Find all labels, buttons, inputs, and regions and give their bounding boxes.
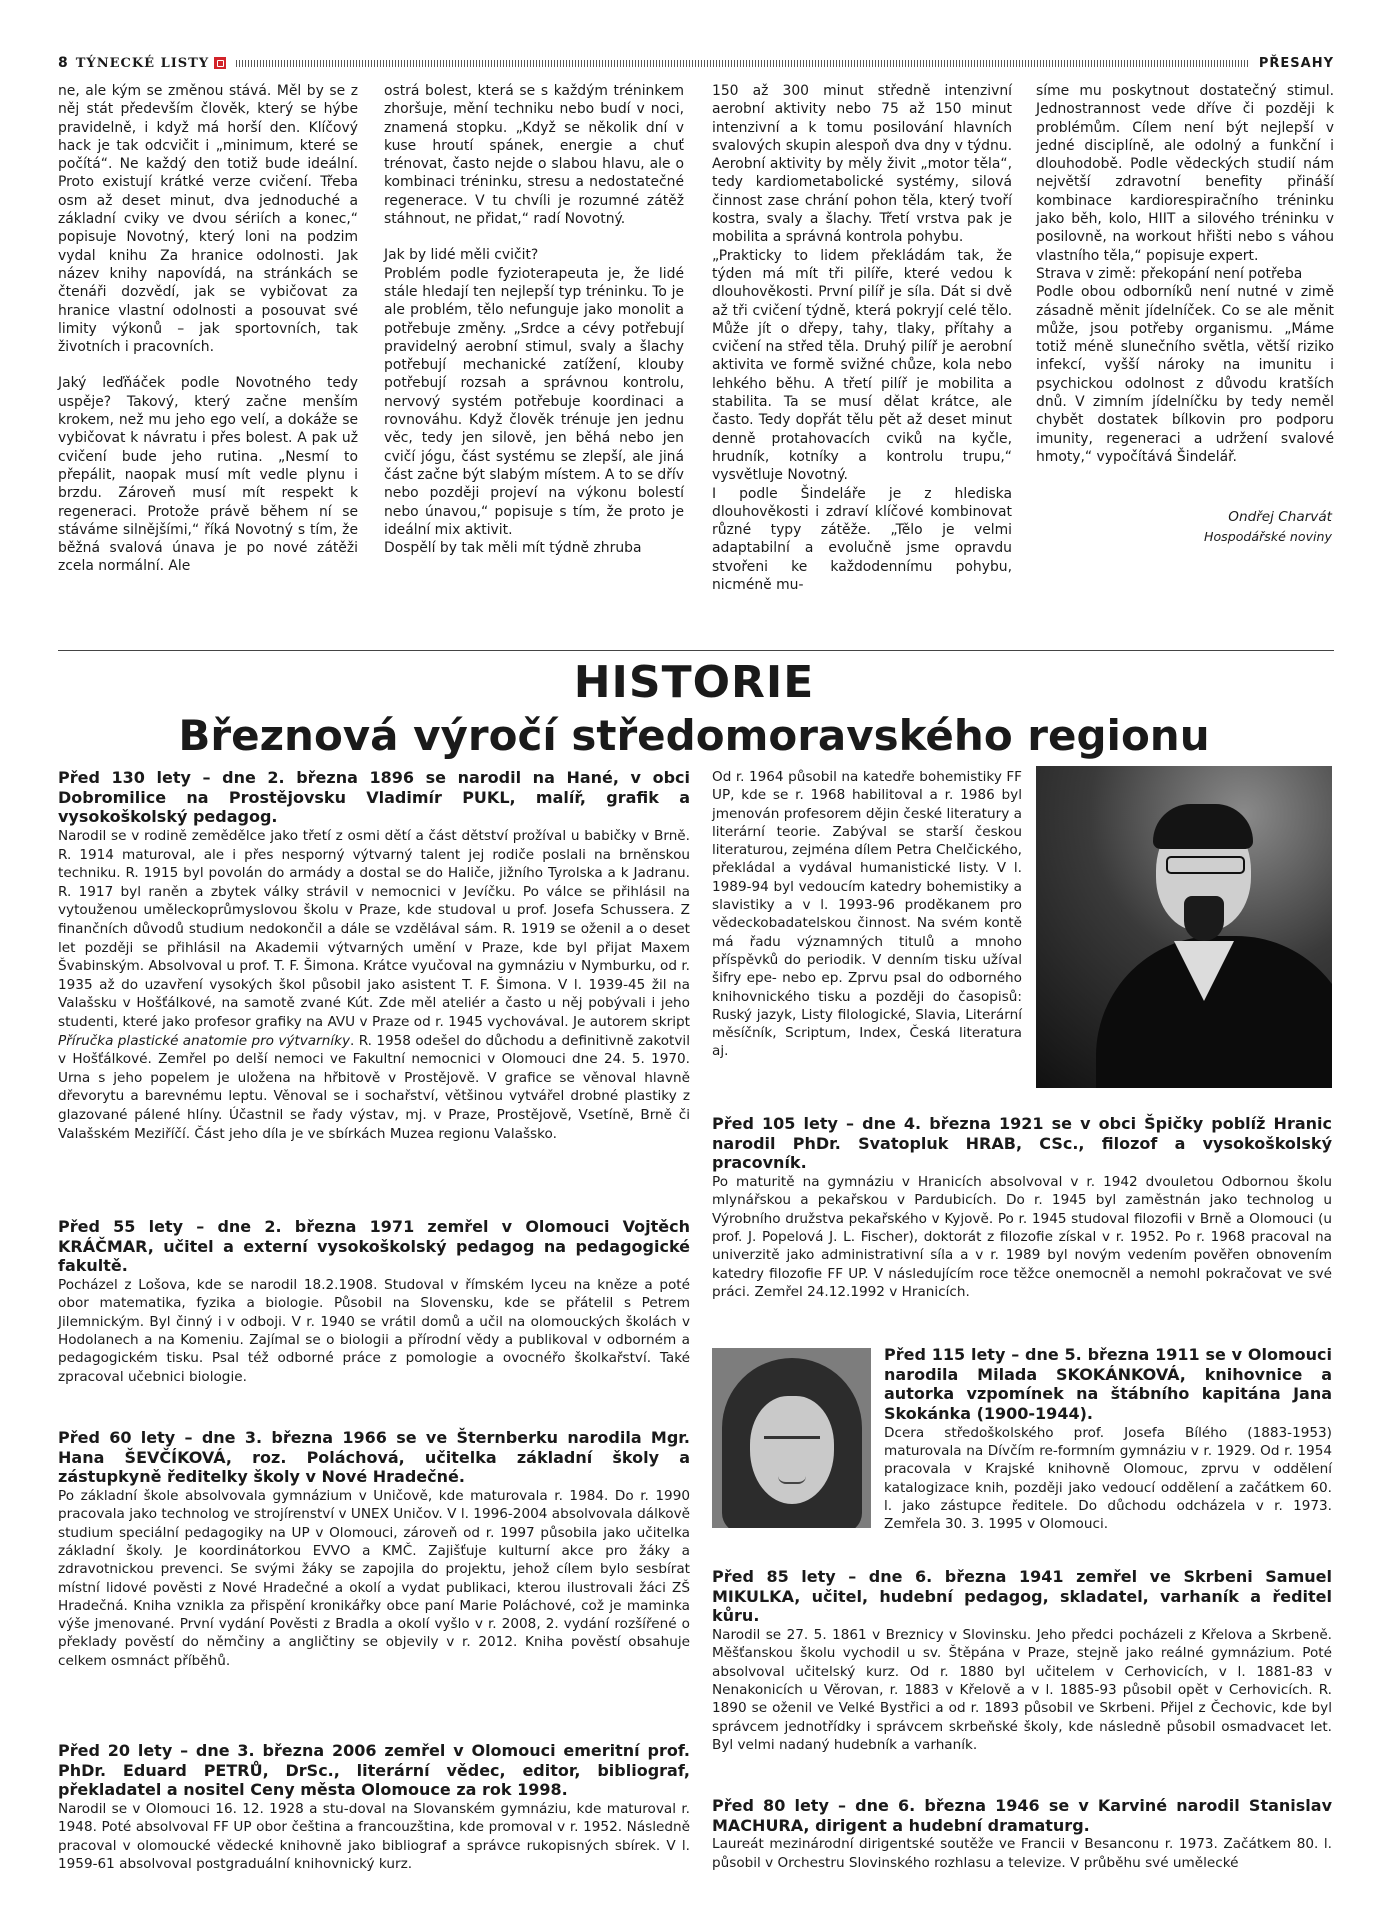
page-header [58,52,1334,74]
paragraph: Dospělí by tak měli mít týdně zhruba [384,540,642,557]
entry-heading: Před 60 lety – dne 3. března 1966 se ve Šternberku narodila Mgr. Hana ŠEVČÍKOVÁ, roz. Poláchová, učitelka základní školy a zástupkyně ředitelky školy v Nové Hradečné. [58,1428,690,1487]
author-signature [1042,508,1332,546]
portrait-photo-skokankova [712,1348,871,1528]
entry-heading: Před 80 lety – dne 6. března 1946 se v Karviné narodil Stanislav MACHURA, dirigent a hudební dramaturg. [712,1796,1332,1835]
paragraph: Podle obou odborníků není nutné v zimě zásadně měnit jídelníček. Co se ale měnit může, jsou potřeby organismu. „Máme totiž méně slunečního světla, větší riziko infekcí, vyšší nároky na imunitu i psychickou odolnost z důvodu kratších dnů. V zimním jídelníčku by tedy neměl chybět dostatek bílkovin pro podporu imunity, regeneraci a udržení svalové hmoty,“ vypočítává Šindelář. [1036,284,1334,465]
paragraph: Jaký leďňáček podle Novotného tedy uspěje? Takový, který začne menším krokem, než mu jeho ego velí, a dokáže se vybičovat k návratu i přes bolest. A pak už cvičení bude jeho rutina. „Nesmí to přepálit, naopak musí mít vedle plynu i brzdu. Zároveň musí mít respekt k regeneraci. Protože právě během ní se stáváme silnějšími,“ říká Novotný s tím, že běžná svalová únava je po nové zátěži zcela normální. Ale [58,375,358,575]
header-hatch-divider [236,60,1249,67]
subheading: Strava v zimě: překopání není potřeba [1036,265,1303,282]
section-label: PŘESAHY [1258,55,1334,71]
entry-pukl [58,768,690,1143]
entry-kracmar [58,1217,690,1386]
section-kicker: HISTORIE [573,657,815,708]
article-column-1 [58,82,358,576]
paragraph: Problém podle fyzioterapeuta je, že lidé stále hledají ten nejlepší typ tréninku. To je ale problém, tělo nefunguje jako monolit a potřebuje změny. „Srdce a cévy potřebují pravidelný aerobní stimul, svaly a šlachy potřebují mechanické zatížení, klouby potřebují rozsah a správnou kontrolu, nervový systém potřebuje koordinaci a rovnováhu. Když člověk trénuje jen jednu věc, tedy jen silově, jen běhá nebo jen cvičí jógu, část systému se zlepší, ale jiná část začne být slabým místem. A to se dřív nebo později projeví na výkonu bolestí nebo únavou,“ popisuje s tím, že proto je ideální mix aktivit. [384,265,685,538]
paragraph: síme mu poskytnout dostatečný stimul. Jednostrannost vede dříve či později k problémům. Cílem není být nejlepší v jedné disciplíně, ale odolný a funkční i dlouhodobě. Podle vědeckých studií nám největší zdravotní benefity přináší kombinace kardiorespiračního tréninku jako běh, kolo, HIIT a silového tréninku v posilovně, na workout hřišti nebo s váhou vlastního těla,“ popisuje expert. [1036,83,1334,264]
entry-hrab [712,1114,1332,1301]
entry-petru-continued [712,768,1022,1061]
entry-heading: Před 130 lety – dne 2. března 1896 se narodil na Hané, v obci Dobromilice na Prostějovsku Vladimír PUKL, malíř, grafik a vysokoškolský pedagog. [58,768,690,827]
entry-body: Laureát mezinárodní dirigentské soutěže ve Francii v Besanconu r. 1973. Začátkem 80. l. působil v Orchestru Slovinského rozhlasu a televize. V průběhu své umělecké [712,1836,1332,1871]
paragraph: ostrá bolest, která se s každým tréninkem zhoršuje, mění techniku nebo budí v noci, znamená stopku. „Když se několik dní v kuse hroutí spánek, energie a chuť trénovat, často nejde o slabou hlavu, ale o kombinaci tréninku, stresu a nedostatečné regenerace. V tu chvíli je rozumné zátěž stáhnout, ne přidat,“ radí Novotný. [384,83,684,228]
entry-body: Od r. 1964 působil na katedře bohemistiky FF UP, kde se r. 1968 habilitoval a r. 1986 byl jmenován profesorem dějin české literatury a literární teorie. Zabýval se starší českou literaturou, zejména dílem Petra Chelčického, překládal a vydával humanistické listy. V l. 1989-94 byl vedoucím katedry bohemistiky a slavistiky a v l. 1993-96 proděkanem pro vědeckobadatelskou činnost. Na svém kontě má řadu významných titulů a mnoho příspěvků do periodik. V denním tisku užíval šifry epe- nebo ep. Zprvu psal do odborného knihovnického tisku a později do časopisů: Ruský jazyk, Listy filologické, Slavia, Literární měsíčník, Scriptum, Index, Česká literatura aj. [712,769,1022,1060]
subheading: Jak by lidé měli cvičit? [384,247,539,264]
portrait-photo-petru [1036,766,1332,1088]
entry-body: Narodil se v Olomouci 16. 12. 1928 a stu-doval na Slovanském gymnáziu, kde maturoval r. 1948. Poté absolvoval FF UP obor čeština a francouzština, kde promoval v r. 1952. Následně pracoval v olomoucké vědecké knihovně jako bibliograf a správce rukopisných sbírek. V l. 1959-61 absolvoval postgraduální knihovnický kurz. [58,1801,690,1872]
entry-body: Po maturitě na gymnáziu v Hranicích absolvoval v r. 1942 dvouletou Odbornou školu mlynářskou a pekařskou v Pardubicích. Do r. 1945 byl zaměstnán jako technolog u Výrobního družstva pekařského v Kyjově. Po r. 1945 studoval filozofii v Brně a Olomouci (u prof. J. Popelová J. L. Fischer), doktorát z filozofie získal v r. 1952. Po r. 1968 pracoval na univerzitě jako administrativní síla a v r. 1989 byl novým vedením pověřen obnovením katedry filozofie FF UP. V následujícím roce těžce onemocněl a nemohl pokračovat ve své práci. Zemřel 24.12.1992 v Hranicích. [712,1174,1332,1300]
entry-heading: Před 55 lety – dne 2. března 1971 zemřel v Olomouci Vojtěch KRÁČMAR, učitel a externí vysokoškolský pedagog na pedagogické fakultě. [58,1217,690,1276]
article-column-3 [712,82,1012,594]
entry-body: Narodil se v rodině zemědělce jako třetí z osmi dětí a část dětství prožíval u babičky v Brně. R. 1914 maturoval, ale i přes nesporný výtvarný talent jej rodiče poslali na brněnskou techniku. R. 1915 byl povolán do armády a dostal se do Haliče, jižního Tyrolska a k Jadranu. R. 1917 byl raněn a zbytek války strávil v nemocnici v Jevíčku. Po válce se přihlásil na vytouženou uměleckoprůmyslovou školu v Praze, kde studoval u prof. Josefa Schussera. Z finančních důvodů studium nedokončil a dále se vzdělával sám. R. 1919 se oženil a o deset let později se přihlásil na Akademii výtvarných umění v Praze, kde byl přijat Maxem Švabinským. Absolvoval u prof. T. F. Šimona. Krátce vyučoval na gymnáziu v Nymburku, od r. 1935 až do uzavření vysokých škol působil jako asistent T. F. Šimona. V l. 1939-45 žil na Valašsku v Hošťálkové, na samotě zvané Kút. Zde měl ateliér a často u něj pobývali i jeho studenti, které jako profesor grafiky na AVU v Praze od r. 1945 vychovával. Je autorem skript Příručka plastické anatomie pro výtvarníky. R. 1958 odešel do důchodu a definitivně zakotvil v Hošťálkové. Zemřel po delší nemoci ve Fakultní nemocnici v Olomouci dne 24. 5. 1970. Urna s jeho popelem je uložena na hřbitově v Prostějově. V grafice se věnoval hlavně dřevorytu a barevnému leptu. Věnoval se i sochařství, většinou vytvářel drobné plastiky z glazované pálené hlíny. Účastnil se řady výstav, mj. v Praze, Prostějově, Vsetíně, Brně či Valašském Meziříčí. Část jeho díla je ve sbírkách Muzea regionu Valašsko. [58,828,690,1142]
paragraph: I podle Šindeláře je z hlediska dlouhověkosti i zdraví klíčové kombinovat různé typy zátěže. „Tělo je velmi adaptabilní a evolučně jsme opravdu stvořeni ke každodennímu pohybu, nicméně mu- [712,485,1012,594]
article-column-4 [1036,82,1334,466]
entry-body: Pocházel z Lošova, kde se narodil 18.2.1908. Studoval v římském lyceu na kněze a poté obor matematika, fyzika a biologie. Působil na Slovensku, kde se přátelil s Petrem Jilemnickým. Byl činný i v odboji. V r. 1940 se vrátil domů a učil na olomouckých školách v Hodolanech a na Komeniu. Zajímal se o biologii a přírodní vědy a publikoval v odborném a pedagogickém tisku. Psal též odborné práce z pomologie a ovocnéřo školkařství. Také zpracoval učebnici biologie. [58,1277,690,1385]
entry-petru [58,1741,690,1873]
entry-body: Po základní škole absolvovala gymnázium v Uničově, kde maturovala r. 1984. Do r. 1990 pracovala jako technolog ve strojírenství v UNEX Uničov. V l. 1996-2004 absolvovala dálkově studium speciální pedagogiky na UP v Olomouci, zároveň od r. 1997 působila jako učitelka základní školy. Je koordinátorkou EVVO a KMČ. Zajišťuje kulturní akce pro žáky a zdravotnickou prevenci. Se svými žáky se zapojila do projektu, jehož cílem bylo sesbírat místní lidové pověsti z Nové Hradečné a okolí a vydat publikaci, kterou ilustrovali žáci ZŠ Hradečná. Kniha vznikla za přispění kronikářky obce paní Marie Poláchové, což je maminka výše jmenované. První vydání Pověsti z Bradla a okolí vyšlo v r. 2008, 2. vydání rozšířené o překlady pověstí do němčiny a angličtiny se objevily v r. 2012. Kniha pověstí obsahuje celkem osmnáct příběhů. [58,1488,690,1669]
article-column-2 [384,82,684,557]
author-source: Hospodářské noviny [1203,529,1332,544]
entry-mikulka [712,1567,1332,1754]
section-divider [58,650,1334,651]
masthead: TÝNECKÉ LISTY [75,55,210,71]
entry-heading: Před 85 lety – dne 6. března 1941 zemřel ve Skrbeni Samuel MIKULKA, učitel, hudební pedagog, skladatel, varhaník a ředitel kůru. [712,1567,1332,1626]
entry-skokankova [884,1345,1332,1534]
masthead-logo-icon [214,57,226,69]
entry-body: Narodil se 27. 5. 1861 v Breznicy v Slovinsku. Jeho předci pocházeli z Křelova a Skrbeně. Měšťanskou školu vychodil u sv. Štěpána v Praze, stejně jako reálné gymnázium. Poté absolvoval učitelský kurz. Od r. 1880 byl učitelem v Cerhovicích, v l. 1881-83 v Nenakonicích u Věrovan, r. 1883 v Křelově a v l. 1885-93 působil opět v Cerhovicích. R. 1890 se oženil ve Velké Bystřici a od r. 1893 působil ve Skrbeni. Přijel z Čechovic, kde byl správcem jednotřídky i správcem skrbeňské školy, kde následně působil osmadvacet let. Byl velmi nadaný hudebník a varhaník. [712,1627,1332,1753]
author-name: Ondřej Charvát [1228,509,1332,525]
page-number: 8 [58,55,68,71]
entry-heading: Před 105 lety – dne 4. března 1921 se v obci Špičky poblíž Hranic narodil PhDr. Svatopluk HRAB, CSc., filozof a vysokoškolský pracovník. [712,1114,1332,1173]
entry-body: Dcera středoškolského prof. Josefa Bílého (1883-1953) maturovala na Dívčím re-formním gymnáziu v r. 1929. Od r. 1954 pracovala v Krajské knihovně Olomouc, zprvu v oddělení katalogizace knih, později jako vedoucí oddělení a začátkem 60. l. jako zástupce ředitele. Do důchodu odcházela v r. 1973. Zemřela 30. 3. 1995 v Olomouci. [884,1424,1332,1533]
entry-sevcikova [58,1428,690,1670]
paragraph: 150 až 300 minut středně intenzivní aerobní aktivity nebo 75 až 150 minut intenzivní a k tomu posilování hlavních svalových skupin alespoň dva dny v týdnu. Aerobní aktivity by měly živit „motor těla“, tedy kardiometabolické systémy, silová činnost zase chrání pohon těla, který tvoří kostra, svaly a šlachy. Třetí vrstva pak je mobilita a správná kontrola pohybu. [712,83,1012,246]
entry-heading: Před 20 lety – dne 3. března 2006 zemřel v Olomouci emeritní prof. PhDr. Eduard PETRŮ, DrSc., literární vědec, editor, bibliograf, překladatel a nositel Ceny města Olomouce za rok 1998. [58,1741,690,1800]
paragraph: ne, ale kým se změnou stává. Měl by se z něj stát především člověk, který se hýbe pravidelně, i když má horší den. Klíčový hack je tak odcvičit i „minimum, které se počítá“. Ne každý den totiž bude ideální. Proto existují krátké verze cvičení. Třeba osm až deset minut, dva jednoduché a základní cviky ve dvou sériích a konec,“ popisuje Novotný, který loni na podzim vydal knihu Za hranice odolnosti. Jak název knihy napovídá, na stránkách se čtenáři dozvědí, jak se vybičovat za hranice vlastní odolnosti a posouvat své limity výkonů – jak sportovních, tak životních i pracovních. [58,83,358,356]
page-headline: Březnová výročí středomoravského regionu [178,711,1210,760]
entry-heading: Před 115 lety – dne 5. března 1911 se v Olomouci narodila Milada SKOKÁNKOVÁ, knihovnice a autorka vzpomínek na štábního kapitána Jana Skokánka (1900-1944). [884,1345,1332,1424]
paragraph: „Prakticky to lidem překládám tak, že týden má mít tři pilíře, které vedou k dlouhověkosti. První pilíř je síla. Dát si dvě až tři cvičení týdně, která pokryjí celé tělo. Může jít o dřepy, tahy, tlaky, přítahy a cvičení na střed těla. Druhý pilíř je aerobní aktivita ve formě svižné chůze, kola nebo lehkého běhu. A třetí pilíř je mobilita a stabilita. Ta se musí dělat krátce, ale často. Tedy dopřát tělu pět až deset minut denně protahovacích cviků na kyčle, hrudník, kotníky a kontrolu trupu,“ vysvětluje Novotný. [712,247,1012,484]
entry-machura [712,1796,1332,1872]
